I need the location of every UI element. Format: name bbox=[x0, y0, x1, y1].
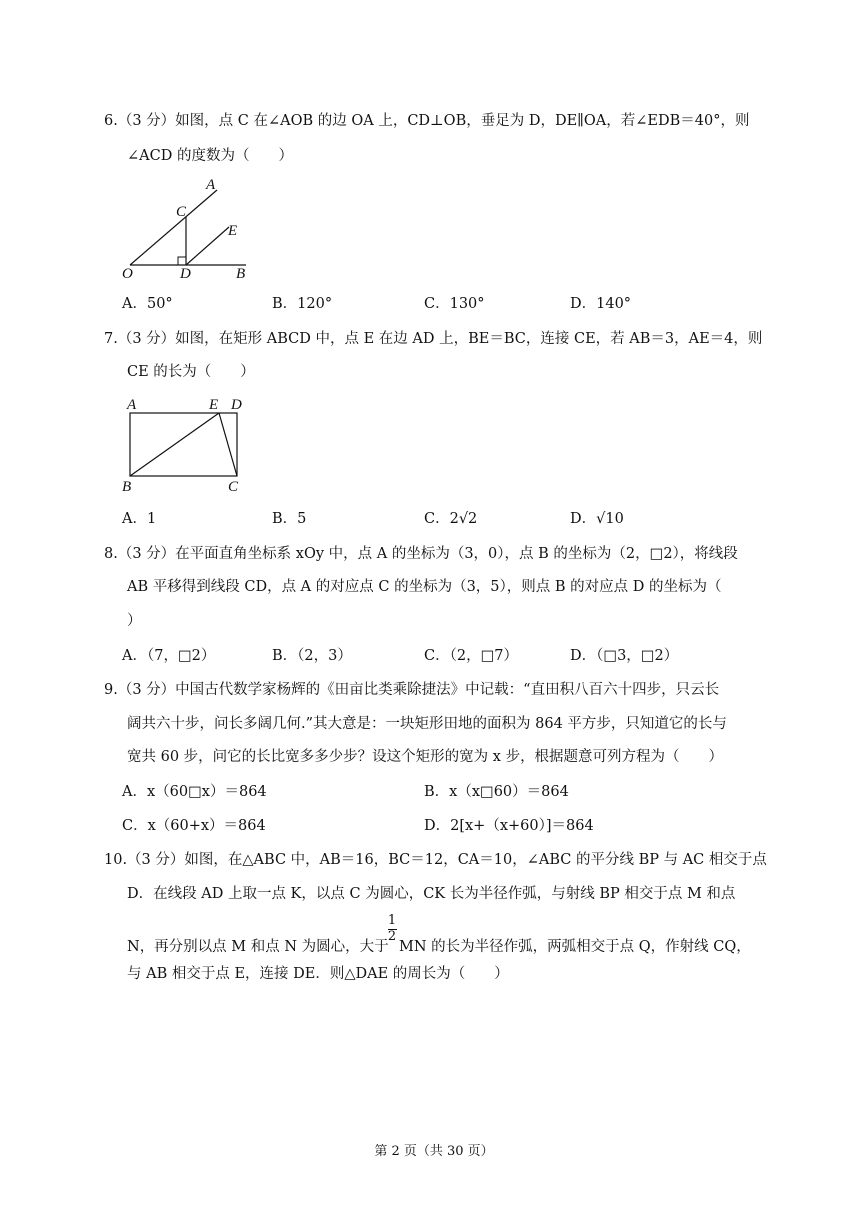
q10-fraction-numerator: 1 bbox=[387, 913, 397, 928]
q8-line-1: 8.（3 分）在平面直角坐标系 xOy 中，点 A 的坐标为（3，0），点 B 的坐标为（2，□2），将线段 bbox=[104, 546, 738, 562]
q10-line-2: D．在线段 AD 上取一点 K，以点 C 为圆心，CK 长为半径作弧，与射线 BP 相交于点 M 和点 bbox=[127, 886, 736, 902]
q7-line-2: CE 的长为（ ） bbox=[127, 364, 255, 380]
page-footer: 第 2 页（共 30 页） bbox=[374, 1144, 494, 1159]
q7-label-d: D bbox=[231, 397, 242, 413]
q9-option-d: D．2[x+（x+60）]＝864 bbox=[424, 818, 594, 834]
q10-fraction-denominator: 2 bbox=[387, 929, 397, 944]
q10-line-3b: MN 的长为半径作弧，两弧相交于点 Q，作射线 CQ， bbox=[399, 939, 751, 955]
q7-option-b: B．5 bbox=[272, 511, 307, 527]
q6-label-b: B bbox=[236, 266, 246, 282]
q6-label-e: E bbox=[228, 223, 238, 239]
q6-line-1: 6.（3 分）如图，点 C 在∠AOB 的边 OA 上，CD⊥OB，垂足为 D，DE∥OA，若∠EDB＝40°，则 bbox=[104, 113, 750, 129]
q7-option-d: D．√10 bbox=[570, 511, 624, 527]
q6-line-2: ∠ACD 的度数为（ ） bbox=[127, 148, 293, 164]
q7-option-a: A．1 bbox=[122, 511, 157, 527]
q10-line-3a: N，再分别以点 M 和点 N 为圆心，大于 bbox=[127, 939, 389, 955]
q6-option-d: D．140° bbox=[570, 296, 632, 312]
q9-option-b: B．x（x□60）＝864 bbox=[424, 784, 569, 800]
q9-option-a: A．x（60□x）＝864 bbox=[122, 784, 267, 800]
q8-option-b: B．（2，3） bbox=[272, 648, 352, 664]
q9-line-1: 9.（3 分）中国古代数学家杨辉的《田亩比类乘除捷法》中记载：“直田积八百六十四步，只云长 bbox=[104, 682, 720, 698]
q6-option-a: A．50° bbox=[122, 296, 173, 312]
q10-line-4: 与 AB 相交于点 E，连接 DE．则△DAE 的周长为（ ） bbox=[127, 966, 509, 982]
q6-option-c: C．130° bbox=[424, 296, 485, 312]
q6-figure bbox=[118, 172, 258, 284]
q8-option-a: A．（7，□2） bbox=[122, 648, 216, 664]
q8-option-d: D．（□3，□2） bbox=[570, 648, 679, 664]
q6-label-o: O bbox=[122, 266, 133, 282]
q7-figure bbox=[118, 394, 258, 496]
q6-label-d: D bbox=[180, 266, 191, 282]
q6-label-c: C bbox=[176, 204, 187, 220]
q8-line-3: ） bbox=[127, 613, 142, 629]
q7-line-1: 7.（3 分）如图，在矩形 ABCD 中，点 E 在边 AD 上，BE＝BC，连接 CE，若 AB＝3，AE＝4，则 bbox=[104, 331, 763, 347]
q9-line-2: 阔共六十步，问长多阔几何.”其大意是：一块矩形田地的面积为 864 平方步，只知道它的长与 bbox=[127, 716, 727, 732]
q7-label-c: C bbox=[228, 479, 239, 495]
q6-label-a: A bbox=[206, 177, 216, 193]
q10-line-1: 10.（3 分）如图，在△ABC 中，AB＝16，BC＝12，CA＝10，∠ABC 的平分线 BP 与 AC 相交于点 bbox=[104, 852, 767, 868]
q9-option-c: C．x（60+x）＝864 bbox=[122, 818, 266, 834]
q7-label-e: E bbox=[209, 397, 219, 413]
q7-option-c: C．2√2 bbox=[424, 511, 478, 527]
q7-label-a: A bbox=[127, 397, 137, 413]
q8-line-2: AB 平移得到线段 CD，点 A 的对应点 C 的坐标为（3，5），则点 B 的对应点 D 的坐标为（ bbox=[127, 579, 722, 595]
q8-option-c: C．（2，□7） bbox=[424, 648, 518, 664]
q6-option-b: B．120° bbox=[272, 296, 333, 312]
q10-fraction bbox=[385, 914, 399, 944]
q9-line-3: 宽共 60 步，问它的长比宽多多少步？设这个矩形的宽为 x 步，根据题意可列方程为（ ） bbox=[127, 749, 724, 765]
q7-label-b: B bbox=[122, 479, 132, 495]
